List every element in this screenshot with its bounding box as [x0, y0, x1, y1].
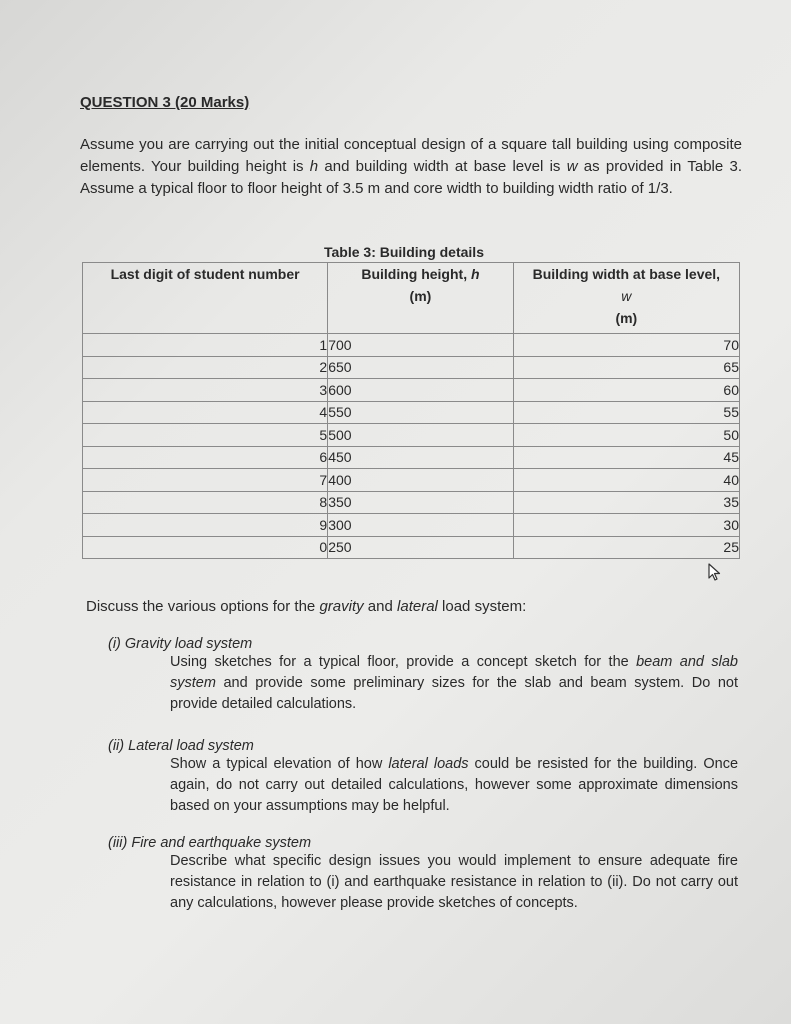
item-gravity-label: (i) Gravity load system: [108, 636, 253, 652]
cell-height: 500: [328, 424, 513, 447]
cell-width: 50: [513, 424, 739, 447]
header-student-digit: Last digit of student number: [83, 263, 328, 334]
table-row: [83, 536, 740, 559]
gravity-body-a: Using sketches for a typical floor, provide a concept sketch for the: [170, 654, 637, 670]
header-building-height: [328, 263, 513, 334]
intro-text-1: Assume you are carrying out the initial conceptual design of a square tall building using composite elements. Your building height is: [80, 136, 742, 175]
table-caption: Table 3: Building details: [324, 244, 484, 260]
cell-width: 55: [513, 401, 739, 424]
building-details-table: [82, 262, 740, 559]
cell-student-digit: 7: [83, 469, 328, 492]
lateral-body-b: could be resisted for the building. Once again, do not carry out detailed calculations, however some approximate dimensions based on your assumptions may be helpful.: [170, 756, 739, 814]
header-height-var: h: [470, 266, 480, 282]
header-width-var: w: [621, 288, 632, 304]
table-row: [83, 334, 740, 357]
cell-width: 60: [513, 379, 739, 402]
cell-student-digit: 8: [83, 491, 328, 514]
cell-height: 650: [328, 356, 513, 379]
item-fire-earthquake: [108, 835, 738, 914]
cell-student-digit: 1: [83, 334, 328, 357]
table-body: [83, 334, 740, 559]
cell-student-digit: 2: [83, 356, 328, 379]
cell-student-digit: 6: [83, 446, 328, 469]
discuss-suffix: load system:: [437, 598, 527, 615]
gravity-body-em: beam and slab system: [170, 654, 738, 691]
header-building-width: [513, 263, 739, 334]
item-gravity-body: [170, 652, 738, 715]
cell-width: 70: [513, 334, 739, 357]
header-height-label: Building height,: [361, 266, 471, 282]
cell-student-digit: 9: [83, 514, 328, 537]
item-fire-body: Describe what specific design issues you would implement to ensure adequate fire resistance in relation to (i) and earthquake resistance in relation to (ii). Do not carry out any calculations, however please provide sketches of concepts.: [170, 853, 738, 911]
question-title: QUESTION 3 (20 Marks): [80, 94, 250, 111]
mouse-pointer-icon: [707, 563, 723, 583]
table-row: [83, 491, 740, 514]
cell-width: 35: [513, 491, 739, 514]
intro-text-2: and building width at base level is: [318, 158, 567, 175]
item-fire-label: (iii) Fire and earthquake system: [108, 835, 312, 851]
cell-width: 45: [513, 446, 739, 469]
item-gravity-load: [108, 636, 738, 715]
cell-height: 450: [328, 446, 513, 469]
discuss-lateral: lateral: [397, 598, 438, 615]
cell-height: 400: [328, 469, 513, 492]
cell-width: 30: [513, 514, 739, 537]
cell-width: 40: [513, 469, 739, 492]
discuss-gravity: gravity: [319, 598, 364, 615]
table-header-row: [83, 263, 740, 334]
gravity-body-b: and provide some preliminary sizes for the slab and beam system. Do not provide detailed calculations.: [170, 675, 738, 712]
cell-student-digit: 5: [83, 424, 328, 447]
intro-var-w: w: [566, 158, 578, 175]
item-lateral-load: [108, 738, 738, 817]
cell-student-digit: 3: [83, 379, 328, 402]
discuss-prompt: [86, 598, 526, 615]
header-width-unit: (m): [615, 310, 638, 326]
cell-height: 550: [328, 401, 513, 424]
cell-height: 700: [328, 334, 513, 357]
cell-width: 25: [513, 536, 739, 559]
cell-height: 350: [328, 491, 513, 514]
discuss-and: and: [363, 598, 398, 615]
table-row: [83, 356, 740, 379]
cell-height: 300: [328, 514, 513, 537]
intro-paragraph: [80, 134, 742, 200]
table-row: [83, 469, 740, 492]
header-width-label: Building width at base level,: [532, 266, 721, 282]
lateral-body-a: Show a typical elevation of how: [170, 756, 389, 772]
intro-text-3: as provided in Table 3. Assume a typical floor to floor height of 3.5 m and core width to building width ratio of 1/3.: [80, 158, 742, 197]
table-row: [83, 514, 740, 537]
discuss-prefix: Discuss the various options for the: [86, 598, 320, 615]
table-row: [83, 446, 740, 469]
lateral-body-em: lateral loads: [388, 756, 469, 772]
cell-student-digit: 4: [83, 401, 328, 424]
table-row: [83, 401, 740, 424]
cell-student-digit: 0: [83, 536, 328, 559]
cell-height: 250: [328, 536, 513, 559]
item-lateral-label: (ii) Lateral load system: [108, 738, 254, 754]
cell-width: 65: [513, 356, 739, 379]
intro-var-h: h: [309, 158, 319, 175]
item-lateral-body: [170, 754, 738, 817]
table-row: [83, 424, 740, 447]
header-height-unit: (m): [409, 288, 432, 304]
cell-height: 600: [328, 379, 513, 402]
table-row: [83, 379, 740, 402]
